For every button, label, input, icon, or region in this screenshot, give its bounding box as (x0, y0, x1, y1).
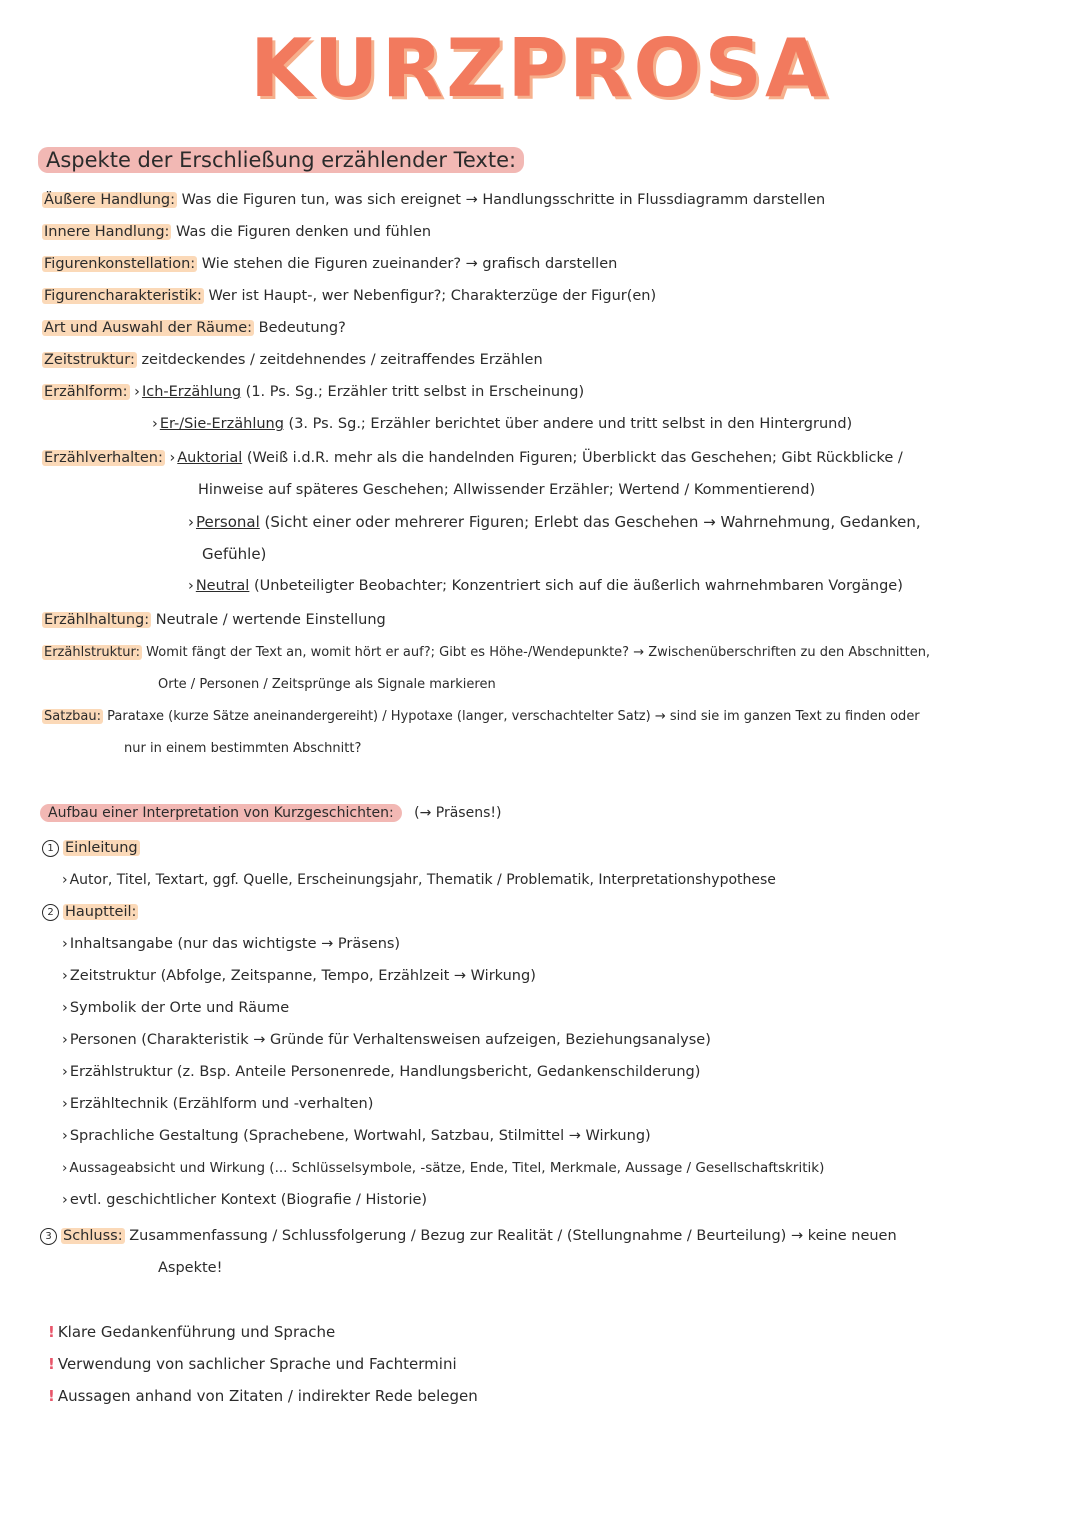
row-label: Äußere Handlung: (44, 192, 176, 208)
hauptteil-item: › Erzählstruktur (z. Bsp. Anteile Personenrede, Handlungsbericht, Gedankenschilderung) (62, 1064, 701, 1080)
row-text: Womit fängt der Text an, womit hört er auf?; Gibt es Höhe-/Wendepunkte? → Zwischenüberschriften zu den Abschnitten, (146, 645, 931, 660)
row-figurencharakteristik (42, 286, 656, 306)
row-label: Figurencharakteristik: (44, 288, 202, 304)
einleitung-item: › Autor, Titel, Textart, ggf. Quelle, Erscheinungsjahr, Thematik / Problematik, Interpretationshypothese (62, 872, 776, 888)
row-neutral (188, 576, 903, 596)
term-er-sie-erzaehlung: Er-/Sie-Erzählung (159, 416, 284, 432)
row-figurenkonstellation (42, 254, 617, 274)
row-auktorial-cont: Hinweise auf späteres Geschehen; Allwissender Erzähler; Wertend / Kommentierend) (198, 482, 816, 498)
row-text: zeitdeckendes / zeitdehnendes / zeitraffendes Erzählen (141, 352, 543, 368)
row-label: Erzählstruktur: (44, 645, 141, 660)
chevron-right-icon: › (62, 968, 68, 984)
row-art-auswahl-raeume (42, 318, 346, 338)
hauptteil-heading: 2 Hauptteil: (42, 902, 138, 922)
row-aeussere-handlung (42, 190, 825, 210)
section-heading-aspekte: Aspekte der Erschließung erzählender Texte: (38, 150, 524, 170)
chevron-right-icon: › (152, 416, 158, 432)
term-neutral: Neutral (195, 578, 250, 594)
row-erzaehlstruktur-cont: Orte / Personen / Zeitsprünge als Signale markieren (158, 677, 496, 692)
chevron-right-icon: › (62, 1192, 68, 1208)
row-text: (Unbeteiligter Beobachter; Konzentriert sich auf die äußerlich wahrnehmbaren Vorgänge) (253, 578, 903, 594)
row-label: Innere Handlung: (44, 224, 170, 240)
number-circle-icon: 1 (42, 840, 59, 857)
tip-item: ! Klare Gedankenführung und Sprache (48, 1323, 336, 1341)
row-erzaehlform (42, 382, 584, 402)
tip-item: ! Aussagen anhand von Zitaten / indirekter Rede belegen (48, 1387, 478, 1405)
hauptteil-item: › evtl. geschichtlicher Kontext (Biografie / Historie) (62, 1192, 428, 1208)
hauptteil-item: › Personen (Charakteristik → Gründe für Verhaltensweisen aufzeigen, Beziehungsanalyse) (62, 1032, 711, 1048)
row-label: Erzählhaltung: (44, 612, 150, 628)
row-text: Parataxe (kurze Sätze aneinandergereiht) / Hypotaxe (langer, verschachtelter Satz) → sind sie im ganzen Text zu finden oder (107, 709, 920, 724)
row-text: Was die Figuren denken und fühlen (176, 224, 432, 240)
hauptteil-item: › Aussageabsicht und Wirkung (... Schlüsselsymbole, -sätze, Ende, Titel, Merkmale, Aussage / Gesellschaftskritik) (62, 1160, 825, 1176)
row-satzbau-cont: nur in einem bestimmten Abschnitt? (124, 741, 362, 756)
schluss-row: 3 Schluss: Zusammenfassung / Schlussfolgerung / Bezug zur Realität / (Stellungnahme / Beurteilung) → keine neuen (40, 1226, 897, 1246)
row-label: Art und Auswahl der Räume: (44, 320, 253, 336)
hauptteil-item: › Sprachliche Gestaltung (Sprachebene, Wortwahl, Satzbau, Stilmittel → Wirkung) (62, 1128, 651, 1144)
chevron-right-icon: › (188, 513, 194, 531)
row-text: Zusammenfassung / Schlussfolgerung / Bezug zur Realität / (Stellungnahme / Beurteilung) → keine neuen (129, 1228, 897, 1244)
term-personal: Personal (196, 513, 260, 531)
row-label: Zeitstruktur: (44, 352, 135, 368)
row-erzaehlverhalten (42, 448, 903, 468)
row-innere-handlung (42, 222, 431, 242)
chevron-right-icon: › (62, 1160, 68, 1176)
row-erzaehlform-er (152, 414, 852, 434)
row-label: Figurenkonstellation: (44, 256, 196, 272)
row-text: Was die Figuren tun, was sich ereignet → Handlungsschritte in Flussdiagramm darstellen (181, 192, 826, 208)
row-text: (Weiß i.d.R. mehr als die handelnden Figuren; Überblickt das Geschehen; Gibt Rückblicke / (246, 450, 903, 466)
term-ich-erzaehlung: Ich-Erzählung (141, 384, 242, 400)
number-circle-icon: 2 (42, 904, 59, 921)
exclamation-icon: ! (48, 1323, 55, 1341)
row-zeitstruktur (42, 350, 543, 370)
row-text: (1. Ps. Sg.; Erzähler tritt selbst in Erscheinung) (245, 384, 585, 400)
row-text: (3. Ps. Sg.; Erzähler berichtet über andere und tritt selbst in den Hintergrund) (288, 416, 853, 432)
exclamation-icon: ! (48, 1387, 55, 1405)
hauptteil-item: › Zeitstruktur (Abfolge, Zeitspanne, Tempo, Erzählzeit → Wirkung) (62, 968, 536, 984)
schluss-cont: Aspekte! (158, 1260, 223, 1276)
term-auktorial: Auktorial (177, 450, 243, 466)
row-label: Erzählverhalten: (44, 450, 163, 466)
hauptteil-item: › Erzähltechnik (Erzählform und -verhalten) (62, 1096, 374, 1112)
row-label: Erzählform: (44, 384, 128, 400)
chevron-right-icon: › (169, 450, 176, 466)
tip-item: ! Verwendung von sachlicher Sprache und Fachtermini (48, 1355, 457, 1373)
chevron-right-icon: › (62, 1096, 68, 1112)
row-text: Neutrale / wertende Einstellung (155, 612, 386, 628)
exclamation-icon: ! (48, 1355, 55, 1373)
chevron-right-icon: › (62, 1064, 68, 1080)
chevron-right-icon: › (134, 384, 140, 400)
row-erzaehlhaltung (42, 610, 386, 630)
chevron-right-icon: › (188, 578, 194, 594)
chevron-right-icon: › (62, 1000, 68, 1016)
section-heading-aufbau: Aufbau einer Interpretation von Kurzgeschichten: (→ Präsens!) (40, 803, 501, 823)
heading-note: (→ Präsens!) (414, 805, 502, 821)
row-text: Wie stehen die Figuren zueinander? → grafisch darstellen (201, 256, 618, 272)
row-personal (188, 512, 921, 532)
chevron-right-icon: › (62, 936, 68, 952)
row-text: Wer ist Haupt-, wer Nebenfigur?; Charakterzüge der Figur(en) (208, 288, 657, 304)
chevron-right-icon: › (62, 872, 68, 888)
page-title: KURZPROSA (250, 22, 830, 115)
row-erzaehlstruktur (42, 643, 930, 663)
row-text: (Sicht einer oder mehrerer Figuren; Erlebt das Geschehen → Wahrnehmung, Gedanken, (264, 513, 921, 531)
chevron-right-icon: › (62, 1032, 68, 1048)
einleitung-heading: 1 Einleitung (42, 838, 140, 858)
hauptteil-item: › Inhaltsangabe (nur das wichtigste → Präsens) (62, 936, 401, 952)
chevron-right-icon: › (62, 1128, 68, 1144)
row-personal-cont: Gefühle) (202, 545, 267, 563)
number-circle-icon: 3 (40, 1228, 57, 1245)
row-text: Bedeutung? (258, 320, 346, 336)
row-satzbau (42, 707, 920, 727)
hauptteil-item: › Symbolik der Orte und Räume (62, 1000, 290, 1016)
row-label: Satzbau: (44, 709, 101, 724)
